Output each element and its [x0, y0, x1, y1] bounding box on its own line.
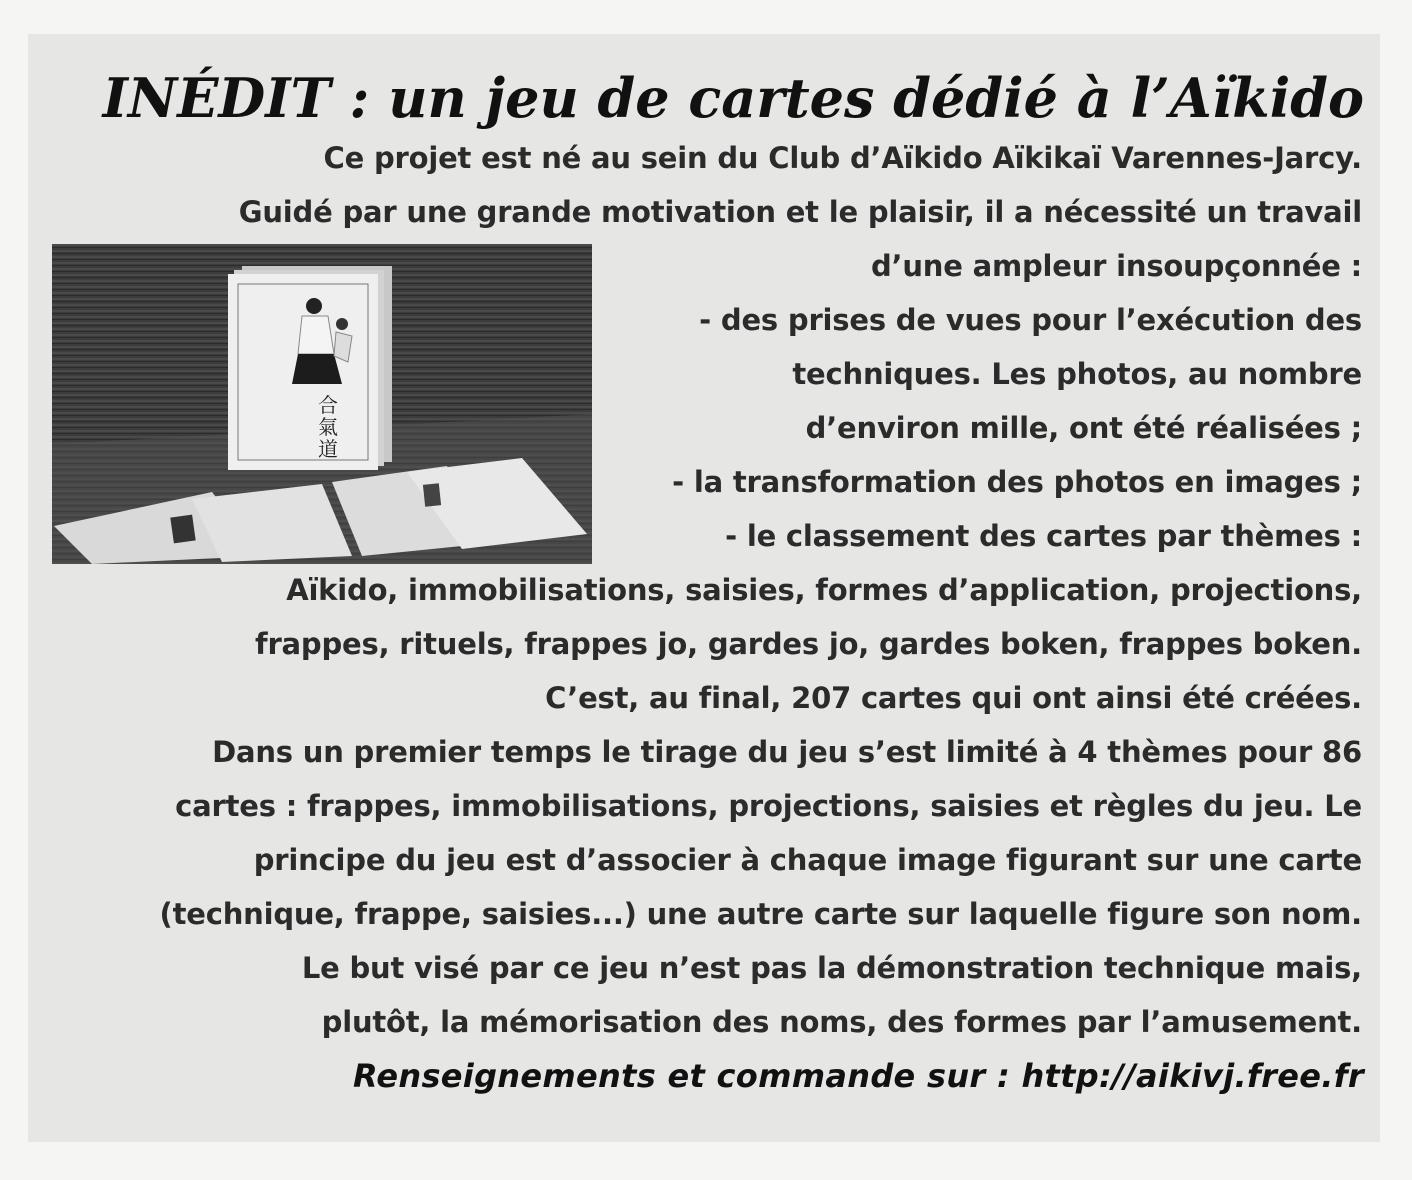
body-line: Dans un premier temps le tirage du jeu s’est limité à 4 thèmes pour 86	[212, 735, 1362, 769]
body-line: d’une ampleur insoupçonnée :	[870, 249, 1362, 283]
body-line: Ce projet est né au sein du Club d’Aïkido Aïkikaï Varennes-Jarcy.	[323, 141, 1362, 175]
body-line: frappes, rituels, frappes jo, gardes jo, gardes boken, frappes boken.	[255, 627, 1362, 661]
svg-text:合: 合	[318, 393, 338, 417]
article-title: INÉDIT : un jeu de cartes dédié à l’Aïkido	[102, 66, 1364, 130]
body-line: - le classement des cartes par thèmes :	[725, 519, 1362, 553]
body-line: C’est, au final, 207 cartes qui ont ainsi été créées.	[545, 681, 1362, 715]
card-deck-photo	[52, 244, 592, 564]
body-line: techniques. Les photos, au nombre	[792, 357, 1362, 391]
body-line: principe du jeu est d’associer à chaque image figurant sur une carte	[253, 843, 1362, 877]
body-line: Aïkido, immobilisations, saisies, formes d’application, projections,	[286, 573, 1362, 607]
svg-text:氣: 氣	[318, 415, 338, 439]
svg-text:道: 道	[318, 437, 338, 461]
body-line: plutôt, la mémorisation des noms, des formes par l’amusement.	[321, 1005, 1362, 1039]
body-line: Guidé par une grande motivation et le plaisir, il a nécessité un travail	[238, 195, 1362, 229]
body-line: (technique, frappe, saisies...) une autre carte sur laquelle figure son nom.	[159, 897, 1362, 931]
order-info-link-text: Renseignements et commande sur : http://aikivj.free.fr	[353, 1057, 1364, 1095]
body-line: - des prises de vues pour l’exécution des	[699, 303, 1362, 337]
body-line: d’environ mille, ont été réalisées ;	[805, 411, 1362, 445]
body-line: cartes : frappes, immobilisations, projections, saisies et règles du jeu. Le	[175, 789, 1362, 823]
body-line: Le but visé par ce jeu n’est pas la démonstration technique mais,	[301, 951, 1362, 985]
body-line: - la transformation des photos en images ;	[672, 465, 1362, 499]
